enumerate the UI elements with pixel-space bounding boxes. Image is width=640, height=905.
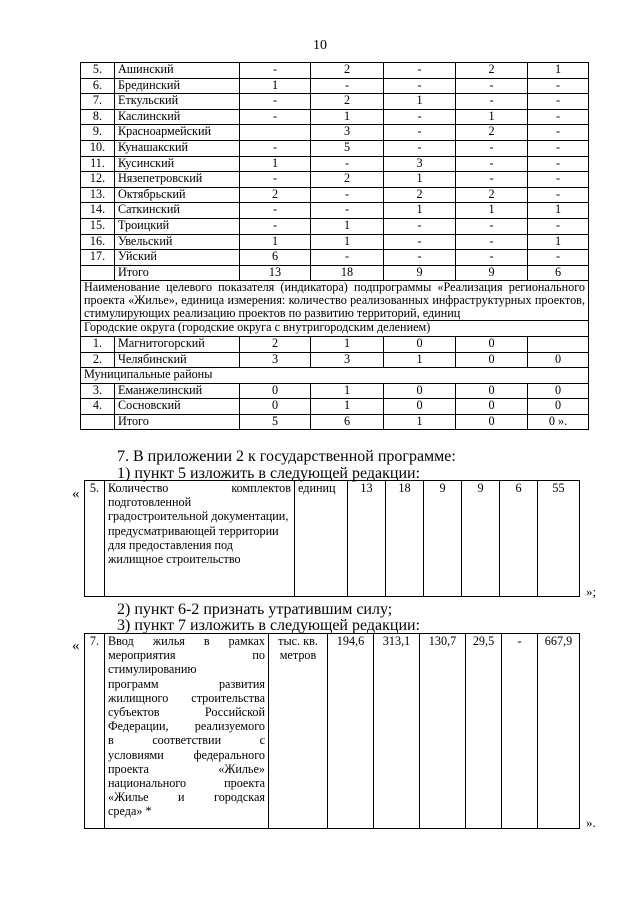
item-7-name-line: проекта «Жилье» [108, 761, 265, 776]
row-number: 15. [81, 218, 115, 234]
value-cell: - [384, 109, 456, 125]
row-number [81, 414, 115, 430]
district-name: Еткульский [115, 94, 240, 110]
item-5-number: 5. [85, 481, 105, 597]
value-cell: - [240, 172, 311, 188]
value-cell: - [240, 203, 311, 219]
item-7-name-line: программ развития [108, 676, 265, 691]
value-cell: 1 [384, 94, 456, 110]
district-name: Красноармейский [115, 125, 240, 141]
district-name: Каслинский [115, 109, 240, 125]
district-name: Саткинский [115, 203, 240, 219]
district-name: Уйский [115, 250, 240, 266]
table-row [81, 109, 589, 125]
quote-open-7: « [72, 638, 80, 654]
value-cell: 1 [384, 203, 456, 219]
row-number: 17. [81, 250, 115, 266]
district-name: Октябрьский [115, 187, 240, 203]
value-cell: 2 [456, 63, 528, 79]
value-cell: 18 [311, 265, 384, 281]
district-name: Итого [115, 265, 240, 281]
value-cell: 6 [311, 414, 384, 430]
item-7-value: 130,7 [420, 634, 466, 829]
item-5-name-first: Количество комплектов [108, 481, 291, 495]
paragraph-7-3: 3) пункт 7 изложить в следующей редакции: [117, 617, 421, 634]
item-7-name-line: «Жилье и городская [108, 790, 265, 805]
row-number: 10. [81, 140, 115, 156]
value-cell: - [528, 218, 589, 234]
row-number: 4. [81, 399, 115, 415]
value-cell: - [311, 250, 384, 266]
quote-close-5: »; [586, 584, 597, 599]
value-cell: 1 [240, 156, 311, 172]
value-cell: 1 [311, 234, 384, 250]
item-5-name [105, 481, 295, 597]
value-cell: - [528, 156, 589, 172]
paragraph-7-1: 1) пункт 5 изложить в следующей редакции: [117, 465, 421, 482]
row-number: 6. [81, 78, 115, 94]
value-cell: - [528, 140, 589, 156]
value-cell: 3 [384, 156, 456, 172]
value-cell: 0 [384, 336, 456, 352]
value-cell: - [311, 78, 384, 94]
value-cell: 1 [311, 109, 384, 125]
item-7-name-last: среда» * [108, 804, 152, 819]
item-7-value: 313,1 [374, 634, 420, 829]
row-number: 5. [81, 63, 115, 79]
value-cell: - [240, 63, 311, 79]
district-name: Кунашакский [115, 140, 240, 156]
item-5-unit: единиц [295, 481, 348, 597]
item-7-name-line: в соответствии с [108, 733, 265, 748]
value-cell: 0 [456, 352, 528, 368]
item-7-name-line: жилищного строительства [108, 690, 265, 705]
item-7-number: 7. [85, 634, 105, 829]
group-municipal-districts: Муниципальные районы [81, 368, 589, 384]
table-row [81, 336, 589, 352]
item-7-value: - [502, 634, 538, 829]
value-cell: 1 [384, 414, 456, 430]
value-cell: - [528, 78, 589, 94]
indicator-description: Наименование целевого показателя (индикатора) подпрограммы «Реализация регионального проекта «Жилье», единица измерения: количество реализованных инфраструктурных проектов, стимулирующих реализацию проектов по развитию территорий, единиц [81, 281, 589, 321]
row-number: 8. [81, 109, 115, 125]
value-cell: - [528, 125, 589, 141]
value-cell: - [456, 156, 528, 172]
paragraph-7-2: 2) пункт 6-2 признать утратившим силу; [117, 601, 393, 618]
value-cell: 3 [311, 125, 384, 141]
value-cell: 1 [456, 109, 528, 125]
paragraph-7: 7. В приложении 2 к государственной программе: [117, 448, 456, 465]
row-number: 14. [81, 203, 115, 219]
page-number: 10 [313, 38, 327, 53]
value-cell: - [384, 234, 456, 250]
item-7-value: 194,6 [328, 634, 374, 829]
value-cell: - [456, 78, 528, 94]
item-7-name-line: Ввод жилья в рамках [108, 634, 265, 648]
item-5-value: 9 [424, 481, 462, 597]
table-row [81, 414, 589, 430]
district-name: Троицкий [115, 218, 240, 234]
row-number: 7. [81, 94, 115, 110]
item-7-name-line: условиями федерального [108, 747, 265, 762]
value-cell: - [384, 250, 456, 266]
row-number: 2. [81, 352, 115, 368]
table-row [81, 78, 589, 94]
value-cell: 1 [528, 234, 589, 250]
row-number [81, 265, 115, 281]
value-cell: - [240, 109, 311, 125]
value-cell: - [456, 94, 528, 110]
item-7-name-line: национального проекта [108, 776, 265, 791]
value-cell: - [456, 250, 528, 266]
item-7-name-line: стимулированию [108, 662, 197, 677]
value-cell: 6 [528, 265, 589, 281]
row-number: 13. [81, 187, 115, 203]
value-cell: 1 [240, 78, 311, 94]
value-cell: 0 [240, 383, 311, 399]
row-number: 11. [81, 156, 115, 172]
value-cell: - [240, 140, 311, 156]
value-cell: 2 [311, 172, 384, 188]
table-row [81, 156, 589, 172]
value-cell: 2 [456, 187, 528, 203]
value-cell: - [456, 172, 528, 188]
row-number: 3. [81, 383, 115, 399]
value-cell: 1 [528, 203, 589, 219]
table-row [81, 94, 589, 110]
value-cell: 0 [456, 336, 528, 352]
row-number: 1. [81, 336, 115, 352]
value-cell: 1 [311, 336, 384, 352]
value-cell: - [456, 234, 528, 250]
district-name: Магнитогорский [115, 336, 240, 352]
value-cell: - [311, 203, 384, 219]
table-row [81, 187, 589, 203]
table-row [81, 125, 589, 141]
value-cell: 2 [456, 125, 528, 141]
table-row [81, 203, 589, 219]
value-cell: - [384, 78, 456, 94]
district-name: Еманжелинский [115, 383, 240, 399]
value-cell: 1 [311, 399, 384, 415]
value-cell: 1 [311, 383, 384, 399]
value-cell: - [311, 187, 384, 203]
district-name: Челябинский [115, 352, 240, 368]
value-cell: 1 [311, 218, 384, 234]
value-cell: - [528, 172, 589, 188]
item-7-name-line: субъектов Российской [108, 705, 265, 720]
value-cell: - [240, 218, 311, 234]
district-name: Нязепетровский [115, 172, 240, 188]
table-row [81, 172, 589, 188]
quote-open-5: « [72, 486, 80, 502]
item-5-value: 13 [348, 481, 386, 597]
item-5-total: 55 [538, 481, 580, 597]
value-cell: 0 [456, 399, 528, 415]
value-cell: 9 [456, 265, 528, 281]
row-number: 9. [81, 125, 115, 141]
district-name: Кусинский [115, 156, 240, 172]
item-5-table [84, 480, 580, 597]
item-7-name [105, 634, 269, 829]
item-5-value: 6 [500, 481, 538, 597]
value-cell: 1 [384, 172, 456, 188]
value-cell: - [240, 94, 311, 110]
value-cell: - [384, 63, 456, 79]
quote-close-7: ». [586, 815, 596, 830]
value-cell: 3 [311, 352, 384, 368]
item-7-total: 667,9 [538, 634, 580, 829]
value-cell: - [384, 140, 456, 156]
table-row [81, 218, 589, 234]
district-name: Увельский [115, 234, 240, 250]
table-row [81, 383, 589, 399]
value-cell: 0 [528, 399, 589, 415]
value-cell: 0 [456, 383, 528, 399]
value-cell: - [456, 218, 528, 234]
value-cell: 0 [528, 383, 589, 399]
value-cell: - [456, 140, 528, 156]
value-cell: 6 [240, 250, 311, 266]
value-cell: 2 [311, 63, 384, 79]
value-cell: 5 [240, 414, 311, 430]
row-number: 12. [81, 172, 115, 188]
value-cell: 2 [384, 187, 456, 203]
table-row [81, 265, 589, 281]
item-7-name-line: Федерации, реализуемого [108, 719, 265, 734]
value-cell: - [528, 187, 589, 203]
value-cell: - [528, 109, 589, 125]
value-cell: 3 [240, 352, 311, 368]
item-7-name-line: мероприятия по [108, 648, 265, 663]
value-cell [240, 125, 311, 141]
value-cell: 1 [240, 234, 311, 250]
district-name: Брединский [115, 78, 240, 94]
table-row [81, 250, 589, 266]
item-5-value: 18 [386, 481, 424, 597]
table-row [81, 399, 589, 415]
value-cell: 2 [240, 336, 311, 352]
item-7-value: 29,5 [466, 634, 502, 829]
value-cell: 2 [240, 187, 311, 203]
value-cell: 13 [240, 265, 311, 281]
value-cell: 5 [311, 140, 384, 156]
district-name: Сосновский [115, 399, 240, 415]
value-cell: - [528, 94, 589, 110]
indicator-table [80, 62, 589, 430]
district-name: Ашинский [115, 63, 240, 79]
value-cell: 0 [384, 399, 456, 415]
item-7-table [84, 633, 580, 829]
item-7-unit: тыс. кв. метров [269, 634, 328, 829]
table-row [81, 352, 589, 368]
value-cell: - [384, 125, 456, 141]
value-cell [528, 336, 589, 352]
value-cell: - [528, 250, 589, 266]
value-cell: 1 [384, 352, 456, 368]
value-cell: 1 [456, 203, 528, 219]
value-cell: 1 [528, 63, 589, 79]
item-5-value: 9 [462, 481, 500, 597]
value-cell: 0 ». [528, 414, 589, 430]
table-row [81, 234, 589, 250]
item-5-name-rest: подготовленной градостроительной документации, предусматривающей территории для предоставления под жилищное строительство [108, 495, 289, 567]
table-row [81, 140, 589, 156]
row-number: 16. [81, 234, 115, 250]
value-cell: 2 [311, 94, 384, 110]
value-cell: 0 [240, 399, 311, 415]
district-name: Итого [115, 414, 240, 430]
value-cell: - [384, 218, 456, 234]
value-cell: 9 [384, 265, 456, 281]
value-cell: 0 [528, 352, 589, 368]
value-cell: 0 [384, 383, 456, 399]
group-urban-districts: Городские округа (городские округа с внутригородским делением) [81, 321, 589, 337]
value-cell: 0 [456, 414, 528, 430]
table-row [81, 63, 589, 79]
value-cell: - [311, 156, 384, 172]
